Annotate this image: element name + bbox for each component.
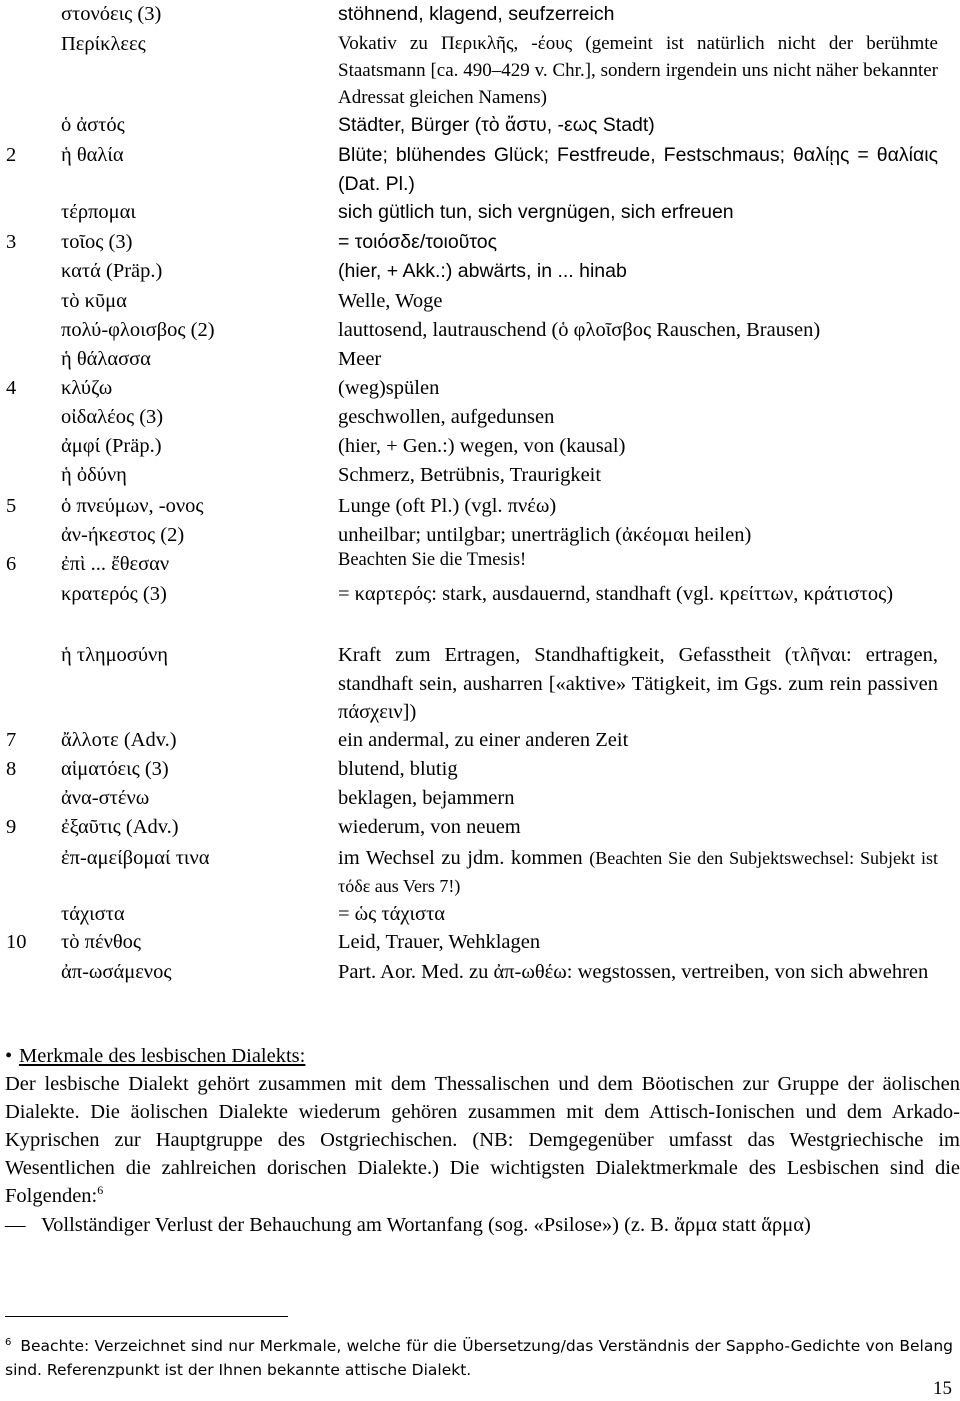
heading-text: Merkmale des lesbischen Dialekts: xyxy=(19,1045,306,1067)
greek-term: τέρπομαι xyxy=(61,201,136,223)
greek-term: αἱματόεις (3) xyxy=(61,758,169,780)
greek-term: ἡ θαλία xyxy=(61,144,124,166)
verse-number: 3 xyxy=(6,231,17,253)
gloss: Schmerz, Betrübnis, Traurigkeit xyxy=(338,464,602,486)
verse-number: 7 xyxy=(6,729,17,751)
greek-term: ἡ θάλασσα xyxy=(61,348,151,370)
bullet: • xyxy=(5,1045,13,1067)
greek-term: οἰδαλέος (3) xyxy=(61,406,164,428)
gloss-note: (Beachten Sie den Subjektswechsel: Subjekt ist τόδε aus Vers 7!) xyxy=(338,848,939,896)
greek-term: Περίκλεες xyxy=(61,33,146,55)
verse-number: 4 xyxy=(6,377,17,399)
gloss: Welle, Woge xyxy=(338,290,443,312)
gloss: (hier, + Akk.:) abwärts, in ... hinab xyxy=(338,260,627,282)
greek-term: ἡ ὀδύνη xyxy=(61,464,127,486)
gloss-main: im Wechsel zu jdm. kommen xyxy=(338,847,583,869)
greek-term: τὸ πένθος xyxy=(61,931,142,953)
section-paragraph xyxy=(5,1070,960,1210)
gloss: = τοιόσδε/τοιοῦτος xyxy=(338,231,498,253)
gloss: blutend, blutig xyxy=(338,758,458,780)
gloss: sich gütlich tun, sich vergnügen, sich erfreuen xyxy=(338,201,734,223)
gloss: Leid, Trauer, Wehklagen xyxy=(338,931,541,953)
footnote-divider xyxy=(5,1316,288,1317)
verse-number: 2 xyxy=(6,144,17,166)
greek-term: κλύζω xyxy=(61,377,113,399)
greek-term: ὁ πνεύμων, -ονος xyxy=(61,495,204,517)
greek-term: ἀνα-στένω xyxy=(61,787,150,809)
gloss: unheilbar; untilgbar; unerträglich (ἀκέομαι heilen) xyxy=(338,524,752,546)
gloss: Beachten Sie die Tmesis! xyxy=(338,550,527,570)
verse-number: 10 xyxy=(6,931,27,953)
gloss: lauttosend, lautrauschend (ὁ φλοῖσβος Rauschen, Brausen) xyxy=(338,319,821,341)
greek-term: ἀμφί (Präp.) xyxy=(61,435,162,457)
gloss: (weg)spülen xyxy=(338,377,440,399)
gloss: stöhnend, klagend, seufzerreich xyxy=(338,3,615,25)
gloss: Kraft zum Ertragen, Standhaftigkeit, Gefasstheit (τλῆναι: ertragen, standhaft sein, ausharren [«aktive» Tätigkeit, im Ggs. zum rein passiven πάσχειν]) xyxy=(338,644,938,723)
gloss: = καρτερός: stark, ausdauernd, standhaft (vgl. κρείττων, κράτιστος) xyxy=(338,583,894,605)
verse-number: 8 xyxy=(6,758,17,780)
dash-marker: — xyxy=(5,1214,26,1236)
greek-term: κρατερός (3) xyxy=(61,583,167,605)
greek-term: ἐπὶ ... ἔθεσαν xyxy=(61,553,170,575)
gloss xyxy=(338,844,938,900)
greek-term: κατά (Präp.) xyxy=(61,260,163,282)
verse-number: 9 xyxy=(6,816,17,838)
verse-number: 6 xyxy=(6,553,17,575)
greek-term: τοῖος (3) xyxy=(61,231,133,253)
footnote-reference: 6 xyxy=(97,1183,104,1197)
greek-term: ἀν-ήκεστος (2) xyxy=(61,524,185,546)
gloss: geschwollen, aufgedunsen xyxy=(338,406,555,428)
gloss: ein andermal, zu einer anderen Zeit xyxy=(338,729,629,751)
greek-term: ἐπ-αμείβομαί τινα xyxy=(61,847,210,869)
greek-term: ἡ τλημοσύνη xyxy=(61,644,168,666)
gloss: Städter, Bürger (τὸ ἄστυ, -εως Stadt) xyxy=(338,114,655,136)
greek-term: τάχιστα xyxy=(61,903,125,925)
greek-term: στονόεις (3) xyxy=(61,3,162,25)
list-item-text: Vollständiger Verlust der Behauchung am Wortanfang (sog. «Psilose») (z. B. ἄρμα statt ἅρμα) xyxy=(41,1214,811,1236)
greek-term: ἐξαῦτις (Adv.) xyxy=(61,816,179,838)
footnote xyxy=(5,1334,953,1382)
greek-term: πολύ-φλοισβος (2) xyxy=(61,319,215,341)
greek-term: ἄλλοτε (Adv.) xyxy=(61,729,177,751)
gloss: Vokativ zu Περικλῆς, -έους (gemeint ist natürlich nicht der berühmte Staatsmann [ca. 490–429 v. Chr.], sondern irgendein uns nicht näher bekannter Adressat gleichen Namens) xyxy=(338,33,938,108)
gloss: beklagen, bejammern xyxy=(338,787,515,809)
gloss: Lunge (oft Pl.) (vgl. πνέω) xyxy=(338,495,557,517)
greek-term: ἀπ-ωσάμενος xyxy=(61,961,172,983)
verse-number: 5 xyxy=(6,495,17,517)
greek-term: ὁ ἀστός xyxy=(61,114,125,136)
gloss: (hier, + Gen.:) wegen, von (kausal) xyxy=(338,435,626,457)
paragraph-text: Der lesbische Dialekt gehört zusammen mit dem Thessalischen und dem Böotischen zur Gruppe der äolischen Dialekte. Die äolischen Dialekte wiederum gehören zusammen mit dem Attisch-Ionischen und dem Arkado-Kyprischen zur Hauptgruppe des Ostgriechischen. (NB: Demgegenüber umfasst das Westgriechische im Wesentlichen die zahlreichen dorischen Dialekte.) Die wichtigsten Dialektmerkmale des Lesbischen sind die Folgenden: xyxy=(5,1073,960,1207)
gloss: wiederum, von neuem xyxy=(338,816,521,838)
footnote-text: Beachte: Verzeichnet sind nur Merkmale, welche für die Übersetzung/das Verständnis der Sappho-Gedichte von Belang sind. Referenzpunkt ist der Ihnen bekannte attische Dialekt. xyxy=(5,1337,953,1379)
gloss: Blüte; blühendes Glück; Festfreude, Festschmaus; θαλίῃς = θαλίαις (Dat. Pl.) xyxy=(338,144,938,195)
section-heading xyxy=(5,1042,960,1070)
page-number: 15 xyxy=(933,1378,952,1399)
gloss: = ὡς τάχιστα xyxy=(338,903,446,925)
gloss: Meer xyxy=(338,348,382,370)
gloss: Part. Aor. Med. zu ἀπ-ωθέω: wegstossen, vertreiben, von sich abwehren xyxy=(338,961,929,983)
footnote-marker: 6 xyxy=(5,1337,12,1348)
greek-term: τὸ κῦμα xyxy=(61,290,127,312)
